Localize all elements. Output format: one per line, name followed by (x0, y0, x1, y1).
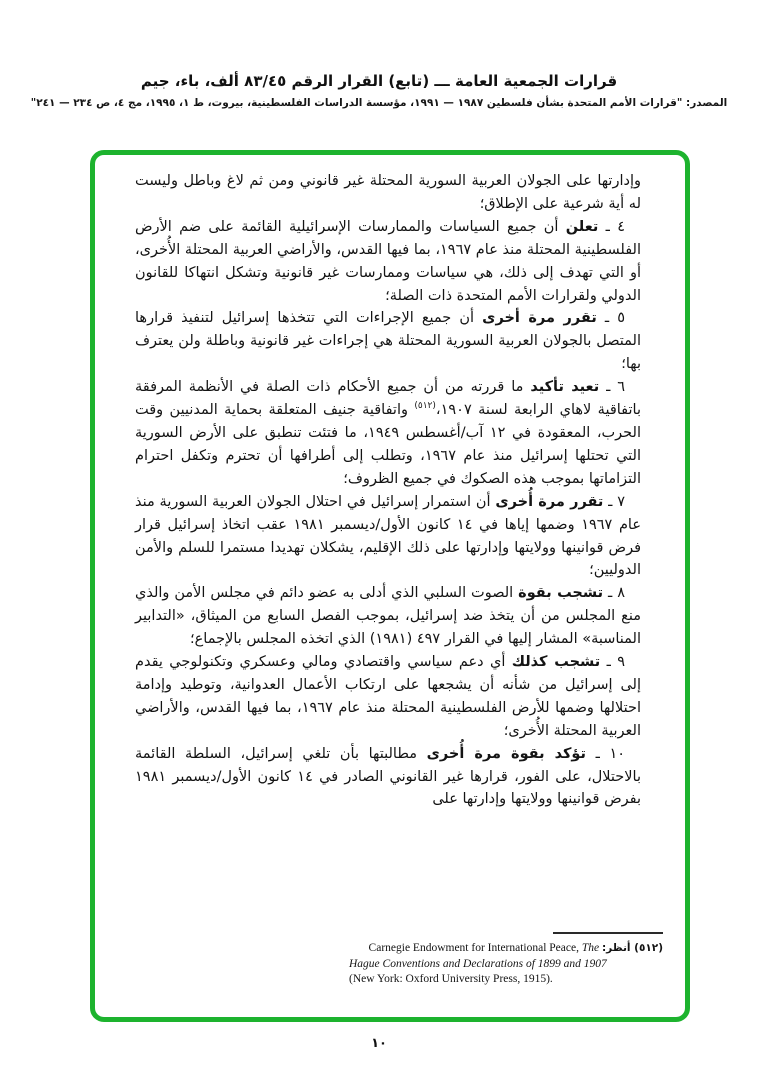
paragraph-lead-verb: تؤكد بقوة مرة أُخرى (426, 745, 586, 762)
body-paragraph-10 (135, 743, 641, 812)
page-number: ١٠ (371, 1036, 387, 1051)
document-title: قرارات الجمعية العامة ـــ (تابع) القرار الرقم ٨٣/٤٥ ألف، باء، جيم (140, 72, 618, 90)
footnote-text-en-italic: The (581, 942, 600, 954)
paragraph-lead-verb: تشجب كذلك (511, 654, 601, 671)
content-box (90, 150, 690, 1022)
paragraph-lead-verb: تقرر مرة أخرى (482, 310, 597, 327)
paragraph-text: ما قررته من أن جميع الأحكام ذات الصلة في الأنظمة المرفقة باتفاقية لاهاي الرابعة لسنة ١٩٠٧، (135, 379, 641, 419)
paragraph-number: ١٠ ـ (585, 745, 626, 762)
paragraph-text: مطالبتها بأن تلغي إسرائيل، السلطة القائمة بالاحتلال، على الفور، قرارها غير القانوني الصادر في ١٤ كانون الأول/ديسمبر ١٩٨١ بفرض قوانينها وولايتها وإدارتها على (135, 745, 641, 808)
body-paragraph-6 (135, 376, 641, 491)
footnote-text-en: Carnegie Endowment for International Peace, (368, 942, 579, 954)
paragraph-text: أن جميع السياسات والممارسات الإسرائيلية القائمة على ضم الأرض الفلسطينية المحتلة منذ عام ١٩٦٧، بما فيها القدس، والأراضي العربية المحتلة الأُخرى، أو التي تهدف إلى ذلك، هي سياسات وممارسات غير قانونية وتشكل انتهاكا للقانون الدولي ولقرارات الأمم المتحدة ذات الصلة؛ (135, 218, 641, 304)
source-citation: المصدر: "قرارات الأمم المتحدة بشأن فلسطين ١٩٨٧ — ١٩٩١، مؤسسة الدراسات الفلسطينية، بيروت، ط ١، ١٩٩٥، مج ٤، ص ٢٣٤ — ٢٤١" (30, 97, 728, 109)
paragraph-text: أن استمرار إسرائيل في احتلال الجولان العربية السورية منذ عام ١٩٦٧ وضمها إياها في ١٤ كانون الأول/ديسمبر ١٩٨١ عقب اتخاذ إسرائيل قرار فرض قوانينها وولايتها وإدارتها على ذلك الإقليم، يشكلان تهديدا مستمرا للسلم والأمن الدوليين؛ (135, 493, 641, 579)
paragraph-text: وإدارتها على الجولان العربية السورية المحتلة غير قانوني ومن ثم لاغ وباطل وليست له أية شرعية على الإطلاق؛ (135, 173, 641, 212)
footnote-line-3: (New York: Oxford University Press, 1915). (349, 973, 553, 985)
paragraph-number: ٨ ـ (603, 585, 625, 602)
body-paragraph-8 (135, 582, 641, 651)
body-paragraph-9 (135, 651, 641, 743)
body-paragraph-continuation (135, 170, 641, 216)
paragraph-number: ٤ ـ (598, 218, 626, 235)
footnote-separator (553, 932, 663, 934)
page-header (0, 72, 758, 109)
paragraph-number: ٥ ـ (596, 310, 626, 327)
paragraph-lead-verb: تشجب بقوة (518, 585, 604, 602)
body-paragraph-4 (135, 216, 641, 308)
paragraph-text: أن جميع الإجراءات التي تتخذها إسرائيل لتنفيذ قرارها المتصل بالجولان العربية السورية المحتلة هي إجراءات غير قانونية وباطلة ولن يعترف بها؛ (135, 310, 641, 373)
paragraph-text: واتفاقية جنيف المتعلقة بحماية المدنيين وقت الحرب، المعقودة في ١٢ آب/أغسطس ١٩٤٩، ما فتئت تنطبق على الأرض السورية التي تحتلها إسرائيل منذ عام ١٩٦٧، وتطلب إلى أطرافها أن تحترم وتكفل احترام التزاماتها بموجب هذه الصكوك في جميع الظروف؛ (135, 402, 641, 487)
paragraph-text: الصوت السلبي الذي أدلى به عضو دائم في مجلس الأمن والذي منع المجلس من أن يتخذ ضد إسرائيل، بموجب الفصل السابع من الميثاق، «التدابير المناسبة» المشار إليها في القرار ٤٩٧ (١٩٨١) الذي اتخذه المجلس بالإجماع؛ (135, 585, 641, 648)
paragraph-lead-verb: تعلن (565, 218, 599, 235)
footnote-line-2: Hague Conventions and Declarations of 1899 and 1907 (349, 957, 607, 970)
body-paragraph-7 (135, 491, 641, 583)
paragraph-number: ٧ ـ (603, 493, 626, 510)
paragraph-number: ٦ ـ (599, 379, 626, 396)
footnote-marker: (٥١٢) (414, 401, 436, 412)
paragraph-lead-verb: تعيد تأكيد (530, 379, 600, 396)
paragraph-lead-verb: تقرر مرة أُخرى (495, 493, 604, 510)
paragraph-text: أي دعم سياسي واقتصادي ومالي وعسكري وتكنولوجي يقدم إلى إسرائيل من شأنه أن يشجعها على ارتكاب الأعمال العدوانية، وتوطيد وإدامة احتلالها وضمها للأرض الفلسطينية المحتلة منذ عام ١٩٦٧، بما فيها القدس، والأراضي العربية المحتلة الأُخرى؛ (135, 654, 641, 739)
content-box-inner (95, 155, 685, 1017)
footnote-block (329, 932, 663, 988)
footnote-line-1 (329, 941, 663, 957)
paragraph-number: ٩ ـ (600, 654, 625, 671)
footnote-reference: (٥١٢) أنظر: (601, 942, 663, 954)
body-paragraph-5 (135, 307, 641, 376)
resolution-text (135, 170, 641, 920)
